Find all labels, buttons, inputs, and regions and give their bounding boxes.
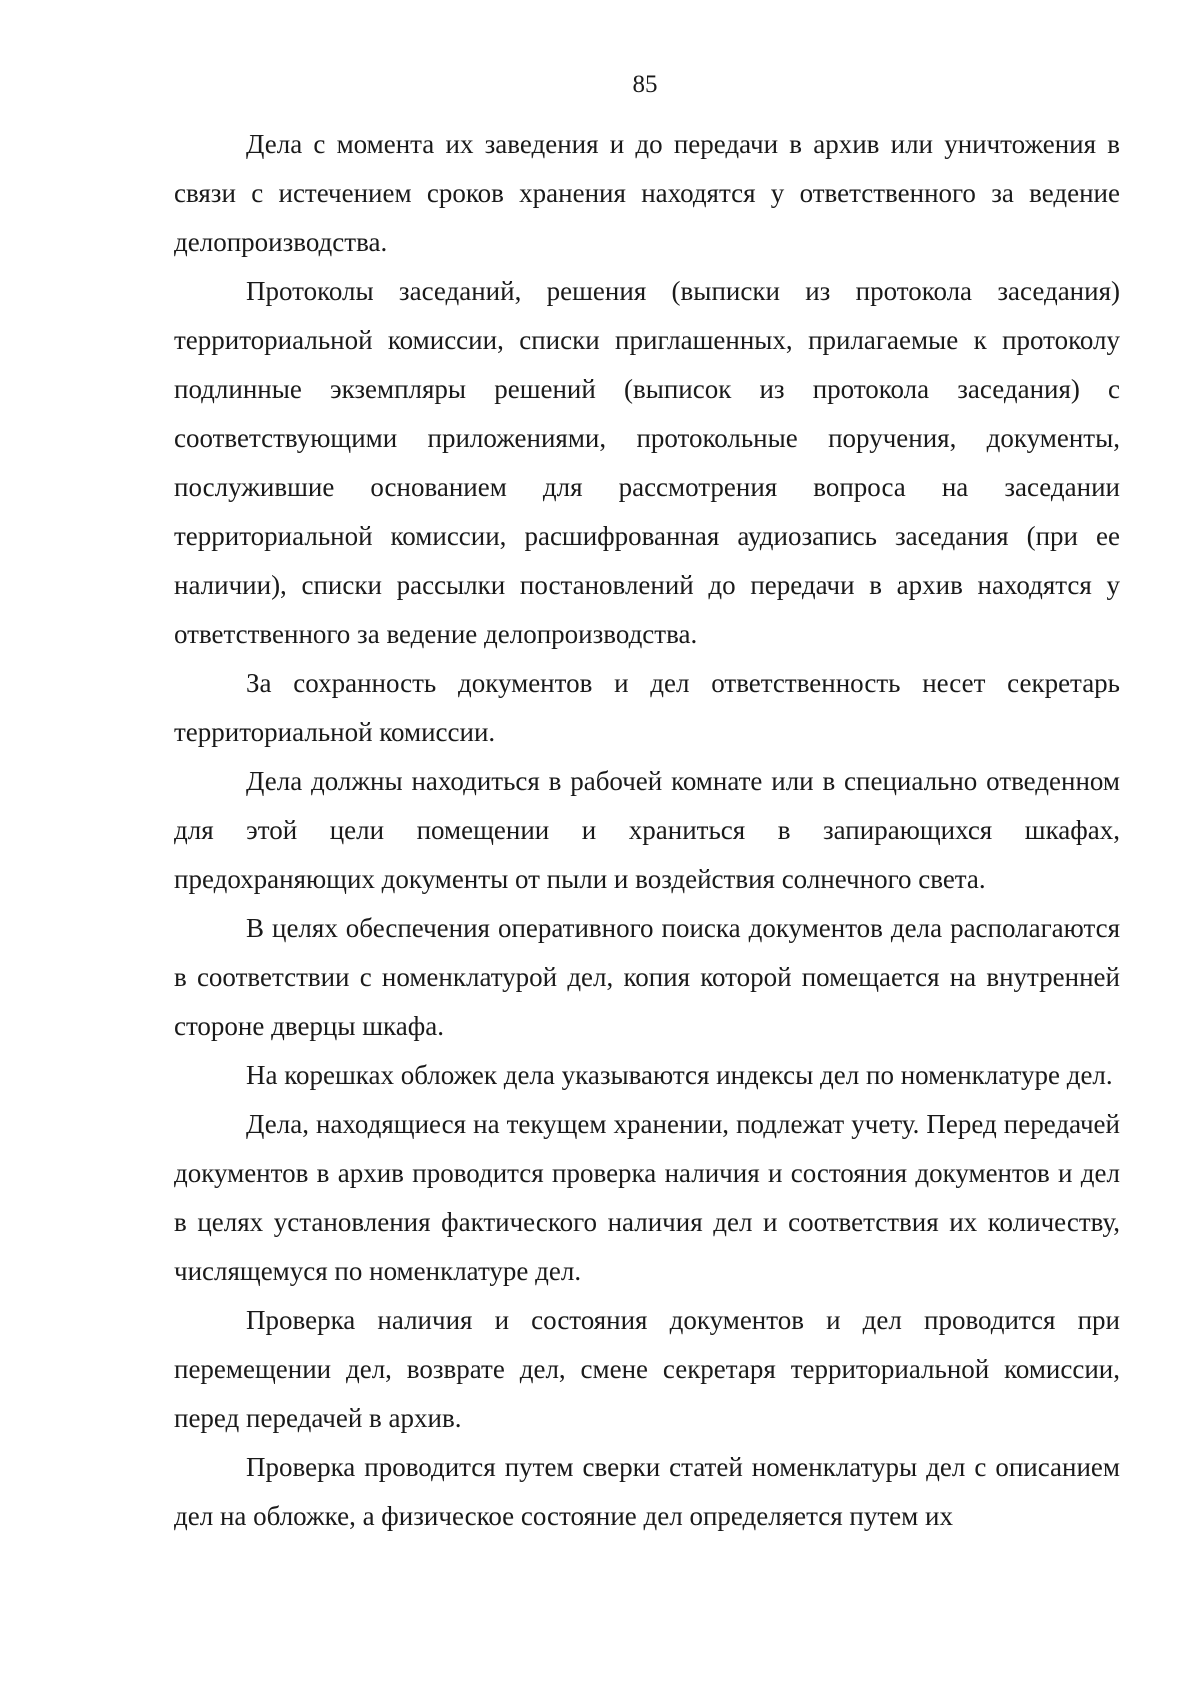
paragraph: Дела, находящиеся на текущем хранении, подлежат учету. Перед передачей документов в архив проводится проверка наличия и состояния документов и дел в целях установления фактического наличия дел и соответствия их количеству, числящемуся по номенклатуре дел. xyxy=(174,1109,1120,1286)
page-number: 85 xyxy=(632,71,658,98)
paragraph: Проверка наличия и состояния документов и дел проводится при перемещении дел, возврате дел, смене секретаря территориальной комиссии, перед передачей в архив. xyxy=(174,1305,1120,1433)
paragraph-continued: Проверка проводится путем сверки статей номенклатуры дел с описанием дел на обложке, а физическое состояние дел определяется путем их xyxy=(174,1452,1120,1531)
page-body xyxy=(174,120,1120,1541)
paragraph: Дела с момента их заведения и до передачи в архив или уничтожения в связи с истечением сроков хранения находятся у ответственного за ведение делопроизводства. xyxy=(174,129,1120,257)
paragraph: На корешках обложек дела указываются индексы дел по номенклатуре дел. xyxy=(246,1060,1113,1090)
paragraph: В целях обеспечения оперативного поиска документов дела располагаются в соответствии с номенклатурой дел, копия которой помещается на внутренней стороне дверцы шкафа. xyxy=(174,913,1120,1041)
paragraph: Протоколы заседаний, решения (выписки из протокола заседания) территориальной комиссии, списки приглашенных, прилагаемые к протоколу подлинные экземпляры решений (выписок из протокола заседания) с соответствующими приложениями, протокольные поручения, документы, послужившие основанием для рассмотрения вопроса на заседании территориальной комиссии, расшифрованная аудиозапись заседания (при ее наличии), списки рассылки постановлений до передачи в архив находятся у ответственного за ведение делопроизводства. xyxy=(174,276,1120,649)
paragraph: За сохранность документов и дел ответственность несет секретарь территориальной комиссии. xyxy=(174,668,1120,747)
paragraph: Дела должны находиться в рабочей комнате или в специально отведенном для этой цели помещении и храниться в запирающихся шкафах, предохраняющих документы от пыли и воздействия солнечного света. xyxy=(174,766,1120,894)
